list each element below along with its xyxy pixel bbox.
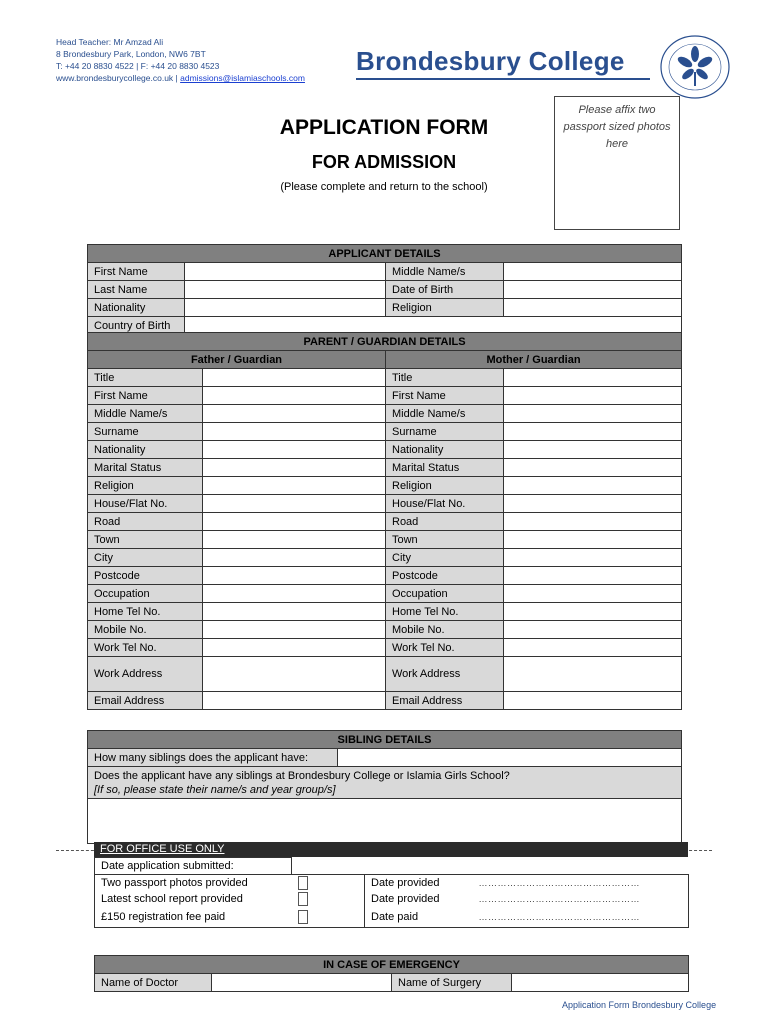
middle-name-field[interactable] bbox=[504, 263, 682, 281]
parent-row bbox=[88, 441, 682, 459]
separator: | bbox=[173, 73, 181, 83]
father-field-input[interactable] bbox=[203, 477, 386, 495]
religion-label: Religion bbox=[386, 299, 504, 317]
father-field-label: Surname bbox=[88, 423, 203, 441]
country-of-birth-label: Country of Birth bbox=[88, 317, 185, 335]
nationality-label: Nationality bbox=[88, 299, 185, 317]
last-name-label: Last Name bbox=[88, 281, 185, 299]
parent-row bbox=[88, 423, 682, 441]
parent-row bbox=[88, 549, 682, 567]
dotted-line: …………………………………………… bbox=[478, 912, 640, 922]
father-field-label: Marital Status bbox=[88, 459, 203, 477]
last-name-field[interactable] bbox=[185, 281, 386, 299]
mother-field-label: Home Tel No. bbox=[386, 603, 504, 621]
sibling-details-table bbox=[87, 730, 682, 844]
dob-field[interactable] bbox=[504, 281, 682, 299]
mother-field-label: City bbox=[386, 549, 504, 567]
parent-row bbox=[88, 405, 682, 423]
parent-row bbox=[88, 692, 682, 710]
applicant-details-heading: APPLICANT DETAILS bbox=[88, 245, 682, 263]
sibling-count-field[interactable] bbox=[338, 749, 682, 767]
office-item-label: £150 registration fee paid bbox=[95, 907, 292, 928]
parent-row bbox=[88, 603, 682, 621]
mother-field-input[interactable] bbox=[504, 549, 682, 567]
father-field-input[interactable] bbox=[203, 585, 386, 603]
first-name-field[interactable] bbox=[185, 263, 386, 281]
mother-field-input[interactable] bbox=[504, 531, 682, 549]
mother-field-input[interactable] bbox=[504, 585, 682, 603]
dotted-line: …………………………………………… bbox=[478, 894, 640, 904]
father-field-label: City bbox=[88, 549, 203, 567]
applicant-details-table bbox=[87, 244, 682, 335]
mother-field-label: Mobile No. bbox=[386, 621, 504, 639]
sibling-names-field[interactable] bbox=[88, 799, 682, 844]
office-date-field[interactable] bbox=[473, 875, 689, 892]
office-item-label: Latest school report provided bbox=[95, 891, 292, 907]
father-field-input[interactable] bbox=[203, 567, 386, 585]
parent-row bbox=[88, 369, 682, 387]
mother-field-input[interactable] bbox=[504, 567, 682, 585]
father-field-input[interactable] bbox=[203, 369, 386, 387]
page-footer: Application Form Brondesbury College bbox=[562, 1000, 717, 1010]
school-address: 8 Brondesbury Park, London, NW6 7BT bbox=[56, 49, 206, 59]
mother-guardian-heading: Mother / Guardian bbox=[386, 351, 682, 369]
office-date-label: Date provided bbox=[365, 875, 473, 892]
checkbox-icon[interactable] bbox=[298, 892, 308, 906]
website-link[interactable]: www.brondesburycollege.co.uk bbox=[56, 73, 174, 83]
mother-field-label: Religion bbox=[386, 477, 504, 495]
sibling-question-cell bbox=[88, 767, 682, 799]
office-date-field[interactable] bbox=[473, 891, 689, 907]
date-submitted-field[interactable] bbox=[292, 858, 689, 875]
office-checkbox-2[interactable] bbox=[292, 891, 365, 907]
college-name: Brondesbury College bbox=[356, 46, 625, 76]
head-teacher-text: Head Teacher: Mr Amzad Ali bbox=[56, 37, 164, 47]
form-instruction: (Please complete and return to the school) bbox=[280, 181, 488, 193]
middle-name-label: Middle Name/s bbox=[386, 263, 504, 281]
father-field-input[interactable] bbox=[203, 531, 386, 549]
first-name-label: First Name bbox=[88, 263, 185, 281]
office-date-label: Date paid bbox=[365, 907, 473, 928]
school-web-line bbox=[56, 72, 305, 84]
father-field-label: Work Address bbox=[88, 657, 203, 692]
college-crest-logo bbox=[658, 34, 732, 100]
school-phone: T: +44 20 8830 4522 | F: +44 20 8830 4523 bbox=[56, 61, 220, 71]
mother-field-input[interactable] bbox=[504, 387, 682, 405]
parent-row bbox=[88, 495, 682, 513]
father-field-input[interactable] bbox=[203, 657, 386, 692]
parent-row bbox=[88, 621, 682, 639]
emergency-table bbox=[94, 955, 689, 992]
checkbox-icon[interactable] bbox=[298, 876, 308, 890]
parent-row bbox=[88, 387, 682, 405]
college-name-underline bbox=[356, 78, 650, 80]
father-field-input[interactable] bbox=[203, 639, 386, 657]
father-field-label: First Name bbox=[88, 387, 203, 405]
father-field-input[interactable] bbox=[203, 441, 386, 459]
mother-field-input[interactable] bbox=[504, 692, 682, 710]
checkbox-icon[interactable] bbox=[298, 910, 308, 924]
mother-field-label: Road bbox=[386, 513, 504, 531]
father-field-input[interactable] bbox=[203, 423, 386, 441]
father-field-input[interactable] bbox=[203, 405, 386, 423]
father-field-input[interactable] bbox=[203, 495, 386, 513]
mother-field-input[interactable] bbox=[504, 639, 682, 657]
father-field-input[interactable] bbox=[203, 621, 386, 639]
surgery-label: Name of Surgery bbox=[392, 974, 512, 992]
mother-field-input[interactable] bbox=[504, 621, 682, 639]
father-field-label: Road bbox=[88, 513, 203, 531]
father-field-input[interactable] bbox=[203, 513, 386, 531]
mother-field-label: Email Address bbox=[386, 692, 504, 710]
father-field-label: Title bbox=[88, 369, 203, 387]
sibling-details-heading: SIBLING DETAILS bbox=[88, 731, 682, 749]
parent-details-table bbox=[87, 332, 682, 710]
mother-field-label: Work Tel No. bbox=[386, 639, 504, 657]
mother-field-label: Work Address bbox=[386, 657, 504, 692]
father-field-input[interactable] bbox=[203, 603, 386, 621]
mother-field-label: Town bbox=[386, 531, 504, 549]
mother-field-label: Nationality bbox=[386, 441, 504, 459]
mother-field-input[interactable] bbox=[504, 657, 682, 692]
father-field-label: House/Flat No. bbox=[88, 495, 203, 513]
emergency-heading: IN CASE OF EMERGENCY bbox=[95, 956, 689, 974]
dotted-line: …………………………………………… bbox=[478, 878, 640, 888]
mother-field-input[interactable] bbox=[504, 441, 682, 459]
form-title: APPLICATION FORM bbox=[279, 116, 489, 139]
mother-field-input[interactable] bbox=[504, 405, 682, 423]
doctor-label: Name of Doctor bbox=[95, 974, 212, 992]
sibling-count-label: How many siblings does the applicant have: bbox=[88, 749, 338, 767]
mother-field-input[interactable] bbox=[504, 495, 682, 513]
mother-field-label: Marital Status bbox=[386, 459, 504, 477]
office-checkbox-3[interactable] bbox=[292, 907, 365, 928]
sibling-instruction: [If so, please state their name/s and year group/s] bbox=[94, 784, 336, 796]
mother-field-label: House/Flat No. bbox=[386, 495, 504, 513]
parent-row bbox=[88, 477, 682, 495]
parent-row bbox=[88, 585, 682, 603]
date-submitted-label: Date application submitted: bbox=[95, 858, 292, 875]
father-field-label: Nationality bbox=[88, 441, 203, 459]
religion-field[interactable] bbox=[504, 299, 682, 317]
mother-field-label: Postcode bbox=[386, 567, 504, 585]
office-checkbox-1[interactable] bbox=[292, 875, 365, 892]
father-guardian-heading: Father / Guardian bbox=[88, 351, 386, 369]
parent-row bbox=[88, 513, 682, 531]
father-field-label: Middle Name/s bbox=[88, 405, 203, 423]
parent-row bbox=[88, 639, 682, 657]
father-field-label: Religion bbox=[88, 477, 203, 495]
surgery-field[interactable] bbox=[512, 974, 689, 992]
father-field-label: Mobile No. bbox=[88, 621, 203, 639]
sibling-question: Does the applicant have any siblings at Brondesbury College or Islamia Girls School? bbox=[94, 770, 510, 782]
mother-field-input[interactable] bbox=[504, 513, 682, 531]
mother-field-label: Surname bbox=[386, 423, 504, 441]
office-date-label: Date provided bbox=[365, 891, 473, 907]
father-field-label: Home Tel No. bbox=[88, 603, 203, 621]
dob-label: Date of Birth bbox=[386, 281, 504, 299]
mother-field-label: Middle Name/s bbox=[386, 405, 504, 423]
mother-field-input[interactable] bbox=[504, 603, 682, 621]
office-date-field[interactable] bbox=[473, 907, 689, 928]
office-use-heading: FOR OFFICE USE ONLY bbox=[94, 842, 688, 857]
mother-field-input[interactable] bbox=[504, 477, 682, 495]
father-field-label: Town bbox=[88, 531, 203, 549]
father-field-input[interactable] bbox=[203, 692, 386, 710]
parent-row bbox=[88, 567, 682, 585]
email-link[interactable]: admissions@islamiaschools.com bbox=[180, 73, 305, 83]
parent-row bbox=[88, 657, 682, 692]
mother-field-input[interactable] bbox=[504, 423, 682, 441]
mother-field-label: First Name bbox=[386, 387, 504, 405]
nationality-field[interactable] bbox=[185, 299, 386, 317]
doctor-field[interactable] bbox=[212, 974, 392, 992]
mother-field-label: Title bbox=[386, 369, 504, 387]
photo-instruction: Please affix two passport sized photos here bbox=[563, 104, 671, 150]
father-field-label: Email Address bbox=[88, 692, 203, 710]
parent-row bbox=[88, 531, 682, 549]
father-field-input[interactable] bbox=[203, 549, 386, 567]
parent-row bbox=[88, 459, 682, 477]
mother-field-input[interactable] bbox=[504, 459, 682, 477]
father-field-label: Postcode bbox=[88, 567, 203, 585]
father-field-label: Work Tel No. bbox=[88, 639, 203, 657]
office-item-label: Two passport photos provided bbox=[95, 875, 292, 892]
school-contact-block bbox=[56, 36, 305, 84]
father-field-input[interactable] bbox=[203, 459, 386, 477]
mother-field-label: Occupation bbox=[386, 585, 504, 603]
parent-details-heading: PARENT / GUARDIAN DETAILS bbox=[88, 333, 682, 351]
father-field-input[interactable] bbox=[203, 387, 386, 405]
office-use-table bbox=[94, 857, 689, 928]
father-field-label: Occupation bbox=[88, 585, 203, 603]
form-subtitle: FOR ADMISSION bbox=[311, 152, 457, 172]
mother-field-input[interactable] bbox=[504, 369, 682, 387]
